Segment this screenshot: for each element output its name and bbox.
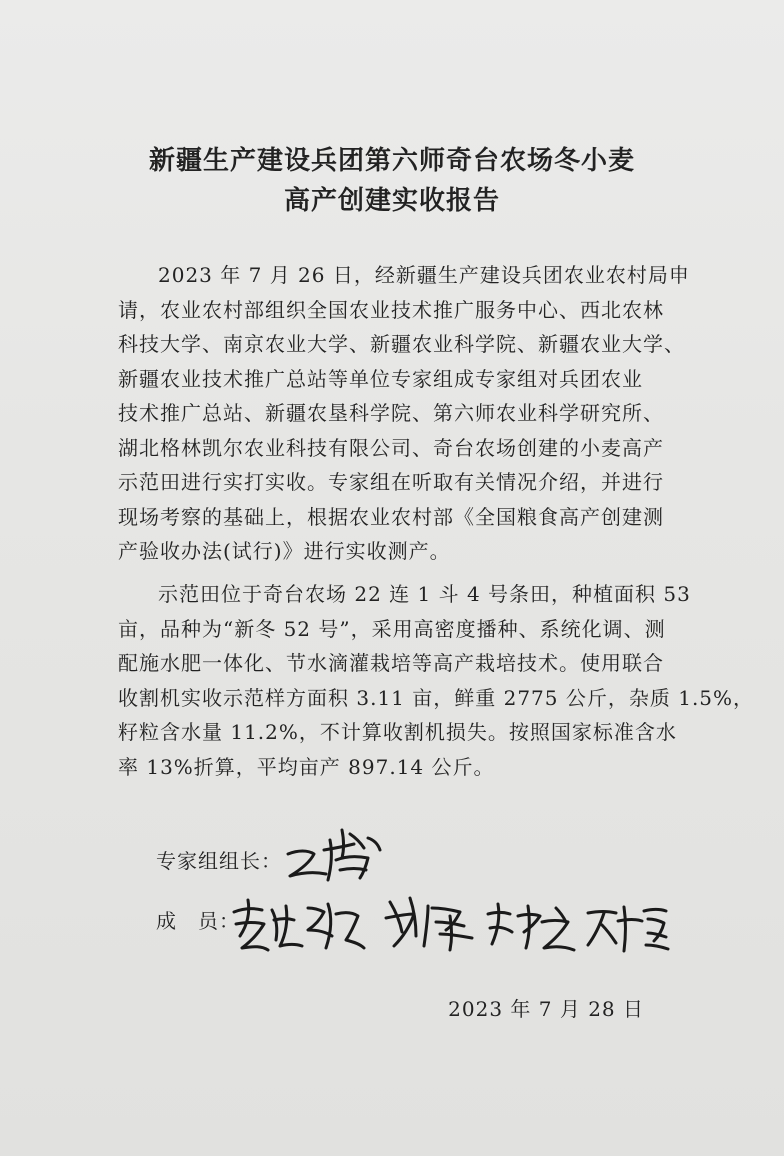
paragraph-line: 示范田位于奇台农场 22 连 1 斗 4 号条田，种植面积 53 — [158, 582, 691, 606]
member-signature-3 — [480, 892, 580, 962]
leader-signature — [280, 820, 390, 890]
paragraph-line: 现场考察的基础上，根据农业农村部《全国粮食高产创建测 — [118, 504, 664, 529]
paragraph-1 — [118, 258, 690, 569]
paragraph-2 — [118, 577, 755, 784]
member-signature-4 — [582, 893, 672, 963]
paragraph-line: 技术推广总站、新疆农垦科学院、第六师农业科学研究所、 — [118, 401, 664, 425]
paragraph-line: 产验收办法(试行)》进行实收测产。 — [118, 539, 451, 563]
paragraph-line: 新疆农业技术推广总站等单位专家组成专家组对兵团农业 — [118, 366, 643, 391]
expert-leader-label: 专家组组长： — [156, 849, 282, 873]
paragraph-line: 科技大学、南京农业大学、新疆农业科学院、新疆农业大学、 — [118, 332, 685, 356]
member-signature-1 — [228, 890, 368, 960]
paragraph-line: 示范田进行实打实收。专家组在听取有关情况介绍，并进行 — [118, 470, 664, 494]
paragraph-line: 湖北格林凯尔农业科技有限公司、奇台农场创建的小麦高产 — [118, 435, 664, 460]
document-title-line2: 高产创建实收报告 — [283, 186, 500, 216]
paragraph-line: 请，农业农村部组织全国农业技术推广服务中心、西北农林 — [118, 297, 664, 322]
member-signature-2 — [380, 888, 480, 958]
paragraph-line: 率 13%折算，平均亩产 897.14 公斤。 — [118, 754, 495, 779]
report-date: 2023 年 7 月 28 日 — [448, 997, 644, 1021]
paragraph-line: 籽粒含水量 11.2%，不计算收割机损失。按照国家标准含水 — [118, 720, 677, 744]
paragraph-line: 配施水肥一体化、节水滴灌栽培等高产栽培技术。使用联合 — [118, 651, 664, 675]
paragraph-line: 2023 年 7 月 26 日，经新疆生产建设兵团农业农村局申 — [158, 263, 690, 287]
document-title-line1: 新疆生产建设兵团第六师奇台农场冬小麦 — [148, 146, 635, 176]
paragraph-line: 亩，品种为“新冬 52 号”，采用高密度播种、系统化调、测 — [118, 616, 666, 641]
member-label: 成 员： — [156, 909, 240, 933]
paragraph-line: 收割机实收示范样方面积 3.11 亩，鲜重 2775 公斤，杂质 1.5%， — [118, 685, 755, 710]
